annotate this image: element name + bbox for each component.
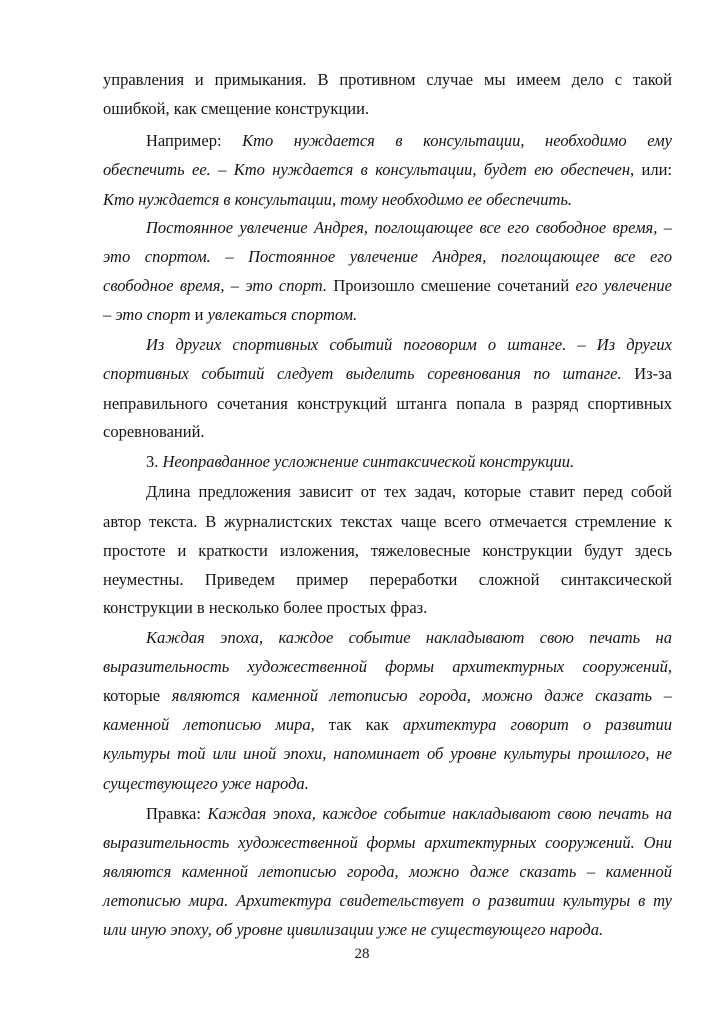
plain-text: конструкции в несколько более простых фраз. bbox=[103, 598, 428, 617]
italic-text: каменной летописью мира, bbox=[103, 715, 315, 734]
plain-text: автор текста. В журналистских текстах чаще всего отмечается стремление к bbox=[103, 512, 672, 531]
text-line bbox=[103, 653, 672, 680]
italic-text: являются каменной летописью города, можно даже сказать – bbox=[171, 686, 672, 705]
italic-text: это спортом. – Постоянное увлечение Андрея, поглощающее все его bbox=[103, 247, 672, 266]
italic-text: спортивных событий следует выделить соревнования по штанге. bbox=[103, 364, 622, 383]
plain-text: которые bbox=[103, 686, 172, 705]
text-line bbox=[103, 537, 672, 564]
plain-text: неправильного сочетания конструкций штанга попала в разряд спортивных bbox=[103, 394, 672, 413]
text-line bbox=[103, 272, 672, 299]
text-line bbox=[146, 448, 672, 475]
italic-text: Кто нуждается в консультации, необходимо ему bbox=[242, 131, 673, 150]
italic-text: Неоправданное усложнение синтаксической конструкции. bbox=[162, 452, 575, 471]
italic-text: выразительность художественной формы архитектурных сооружений. Они bbox=[103, 833, 672, 852]
italic-text: существующего уже народа. bbox=[103, 774, 309, 793]
text-line bbox=[103, 360, 672, 387]
text-line bbox=[146, 478, 672, 505]
italic-text: или иную эпоху, об уровне цивилизации уже не существующего народа. bbox=[103, 920, 604, 939]
text-line bbox=[103, 508, 672, 535]
italic-text: Каждая эпоха, каждое событие накладывают свою печать на bbox=[146, 628, 672, 647]
text-line bbox=[146, 331, 672, 358]
text-line bbox=[146, 800, 672, 827]
italic-text: Постоянное увлечение Андрея, поглощающее все его свободное время, – bbox=[146, 218, 672, 237]
text-line bbox=[103, 682, 672, 709]
text-line bbox=[103, 390, 672, 417]
plain-text: Произошло смешение сочетаний bbox=[327, 276, 576, 295]
text-line bbox=[146, 127, 672, 154]
plain-text: так как bbox=[314, 715, 403, 734]
text-line bbox=[146, 624, 672, 651]
text-line bbox=[103, 186, 672, 213]
text-line bbox=[103, 829, 672, 856]
plain-text: 3. bbox=[146, 452, 163, 471]
plain-text: соревнований. bbox=[103, 422, 205, 441]
text-line bbox=[103, 66, 672, 93]
text-line bbox=[103, 916, 672, 943]
text-line bbox=[103, 95, 672, 122]
text-line bbox=[103, 770, 672, 797]
italic-text: архитектура говорит о развитии bbox=[402, 715, 672, 734]
italic-text: – это спорт bbox=[103, 305, 191, 324]
text-line bbox=[103, 858, 672, 885]
italic-text: свободное время, – это спорт. bbox=[103, 276, 328, 295]
text-line bbox=[103, 594, 672, 621]
italic-text: его увлечение bbox=[575, 276, 672, 295]
plain-text: ошибкой, как смещение конструкции. bbox=[103, 99, 370, 118]
italic-text: Кто нуждается в консультации, тому необходимо ее обеспечить. bbox=[103, 190, 573, 209]
italic-text: культуры той или иной эпохи, напоминает об уровне культуры прошлого, не bbox=[103, 744, 672, 763]
plain-text: Из-за bbox=[621, 364, 672, 383]
text-line bbox=[103, 156, 672, 183]
text-line bbox=[103, 566, 672, 593]
italic-text: увлекаться спортом. bbox=[207, 305, 358, 324]
plain-text: простоте и краткости изложения, тяжеловесные конструкции будут здесь bbox=[103, 541, 672, 560]
italic-text: Каждая эпоха, каждое событие накладывают свою печать на bbox=[207, 804, 672, 823]
italic-text: являются каменной летописью города, можно даже сказать – каменной bbox=[103, 862, 672, 881]
plain-text: Например: bbox=[146, 131, 243, 150]
plain-text: и bbox=[190, 305, 208, 324]
plain-text: , или: bbox=[630, 160, 672, 179]
plain-text: Длина предложения зависит от тех задач, которые ставит перед собой bbox=[146, 482, 672, 501]
italic-text: обеспечить ее. – Кто нуждается в консультации, будет ею обеспечен bbox=[103, 160, 631, 179]
italic-text: выразительность художественной формы архитектурных сооружений, bbox=[103, 657, 672, 676]
page-number: 28 bbox=[354, 946, 370, 962]
text-line bbox=[103, 887, 672, 914]
text-line bbox=[103, 740, 672, 767]
text-line bbox=[103, 301, 672, 328]
text-line bbox=[103, 711, 672, 738]
text-line bbox=[146, 214, 672, 241]
plain-text: управления и примыкания. В противном случае мы имеем дело с такой bbox=[103, 70, 672, 89]
italic-text: Из других спортивных событий поговорим о штанге. – Из других bbox=[146, 335, 672, 354]
plain-text: Правка: bbox=[146, 804, 208, 823]
plain-text: неуместны. Приведем пример переработки сложной синтаксической bbox=[103, 570, 672, 589]
text-line bbox=[103, 418, 672, 445]
italic-text: летописью мира. Архитектура свидетельствует о развитии культуры в ту bbox=[103, 891, 672, 910]
text-line bbox=[103, 243, 672, 270]
